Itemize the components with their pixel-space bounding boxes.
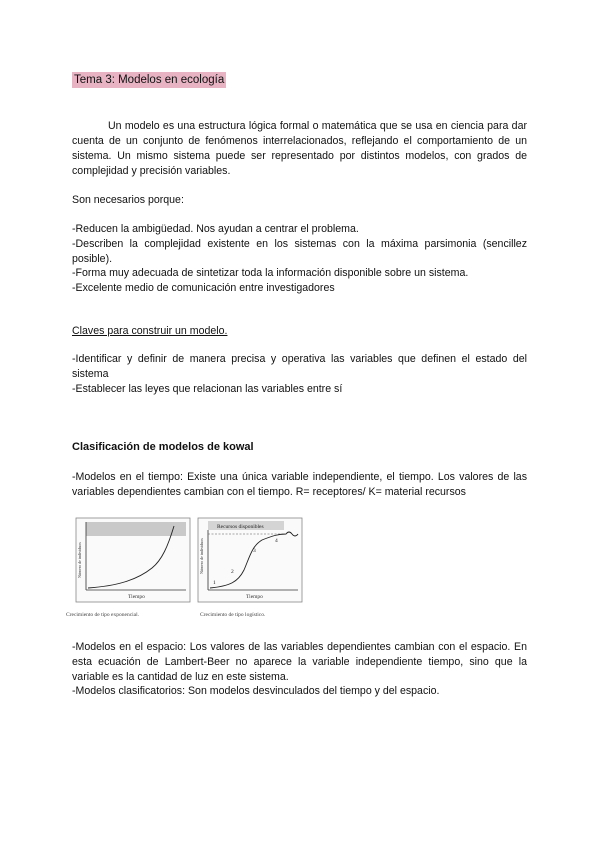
time-models-paragraph: -Modelos en el tiempo: Existe una única variable independiente, el tiempo. Los valores de las variables dependientes cambian con el tiempo. R= receptores/ K= material recursos <box>72 471 527 498</box>
logistic-chart-frame <box>198 518 302 602</box>
reason-item: -Forma muy adecuada de sintetizar toda la información disponible sobre un sistema. <box>72 267 469 279</box>
left-x-axis-label: Tiempo <box>128 594 145 600</box>
phase-label: 4 <box>275 538 278 544</box>
keys-heading: Claves para construir un modelo. <box>72 325 228 337</box>
carrying-capacity-band <box>86 522 186 536</box>
right-x-axis-label: Tiempo <box>246 594 263 600</box>
classifier-models-paragraph: -Modelos clasificatorios: Son modelos desvinculados del tiempo y del espacio. <box>72 685 440 697</box>
classification-heading: Clasificación de modelos de kowal <box>72 441 254 453</box>
page-title: Tema 3: Modelos en ecología <box>74 74 225 86</box>
key-item: -Establecer las leyes que relacionan las variables entre sí <box>72 383 343 395</box>
phase-label: 2 <box>231 569 234 575</box>
space-models-paragraph: -Modelos en el espacio: Los valores de las variables dependientes cambian con el espacio. En esta ecuación de Lambert-Beer no aparece la variable independiente tiempo, sino que la variable es la cantidad de luz en este sistema. <box>72 641 527 683</box>
reason-item: -Reducen la ambigüedad. Nos ayudan a centrar el problema. <box>72 223 359 235</box>
left-caption: Crecimiento de tipo exponencial. <box>66 612 140 618</box>
reasons-heading: Son necesarios porque: <box>72 194 184 206</box>
phase-label: 3 <box>253 548 256 554</box>
intro-paragraph: Un modelo es una estructura lógica formal o matemática que se usa en ciencia para dar cuenta de un conjunto de fenómenos interrelacionados, reflejando el comportamiento de un sistema. Un mismo sistema puede ser representado por distintos modelos, con grados de complejidad y precisión variables. <box>72 120 527 177</box>
key-item: -Identificar y definir de manera precisa y operativa las variables que definen el estado del sistema <box>72 353 527 380</box>
growth-figure <box>62 512 312 626</box>
reason-item: -Describen la complejidad existente en los sistemas con la máxima parsimonia (sencillez posible). <box>72 238 527 265</box>
left-y-axis-label: Número de individuos <box>77 542 82 578</box>
right-y-axis-label: Número de individuos <box>199 538 204 574</box>
resources-box-label: Recursos disponibles <box>217 524 264 530</box>
reason-item: -Excelente medio de comunicación entre investigadores <box>72 282 335 294</box>
right-caption: Crecimiento de tipo logístico. <box>200 612 266 618</box>
phase-label: 1 <box>213 580 216 586</box>
